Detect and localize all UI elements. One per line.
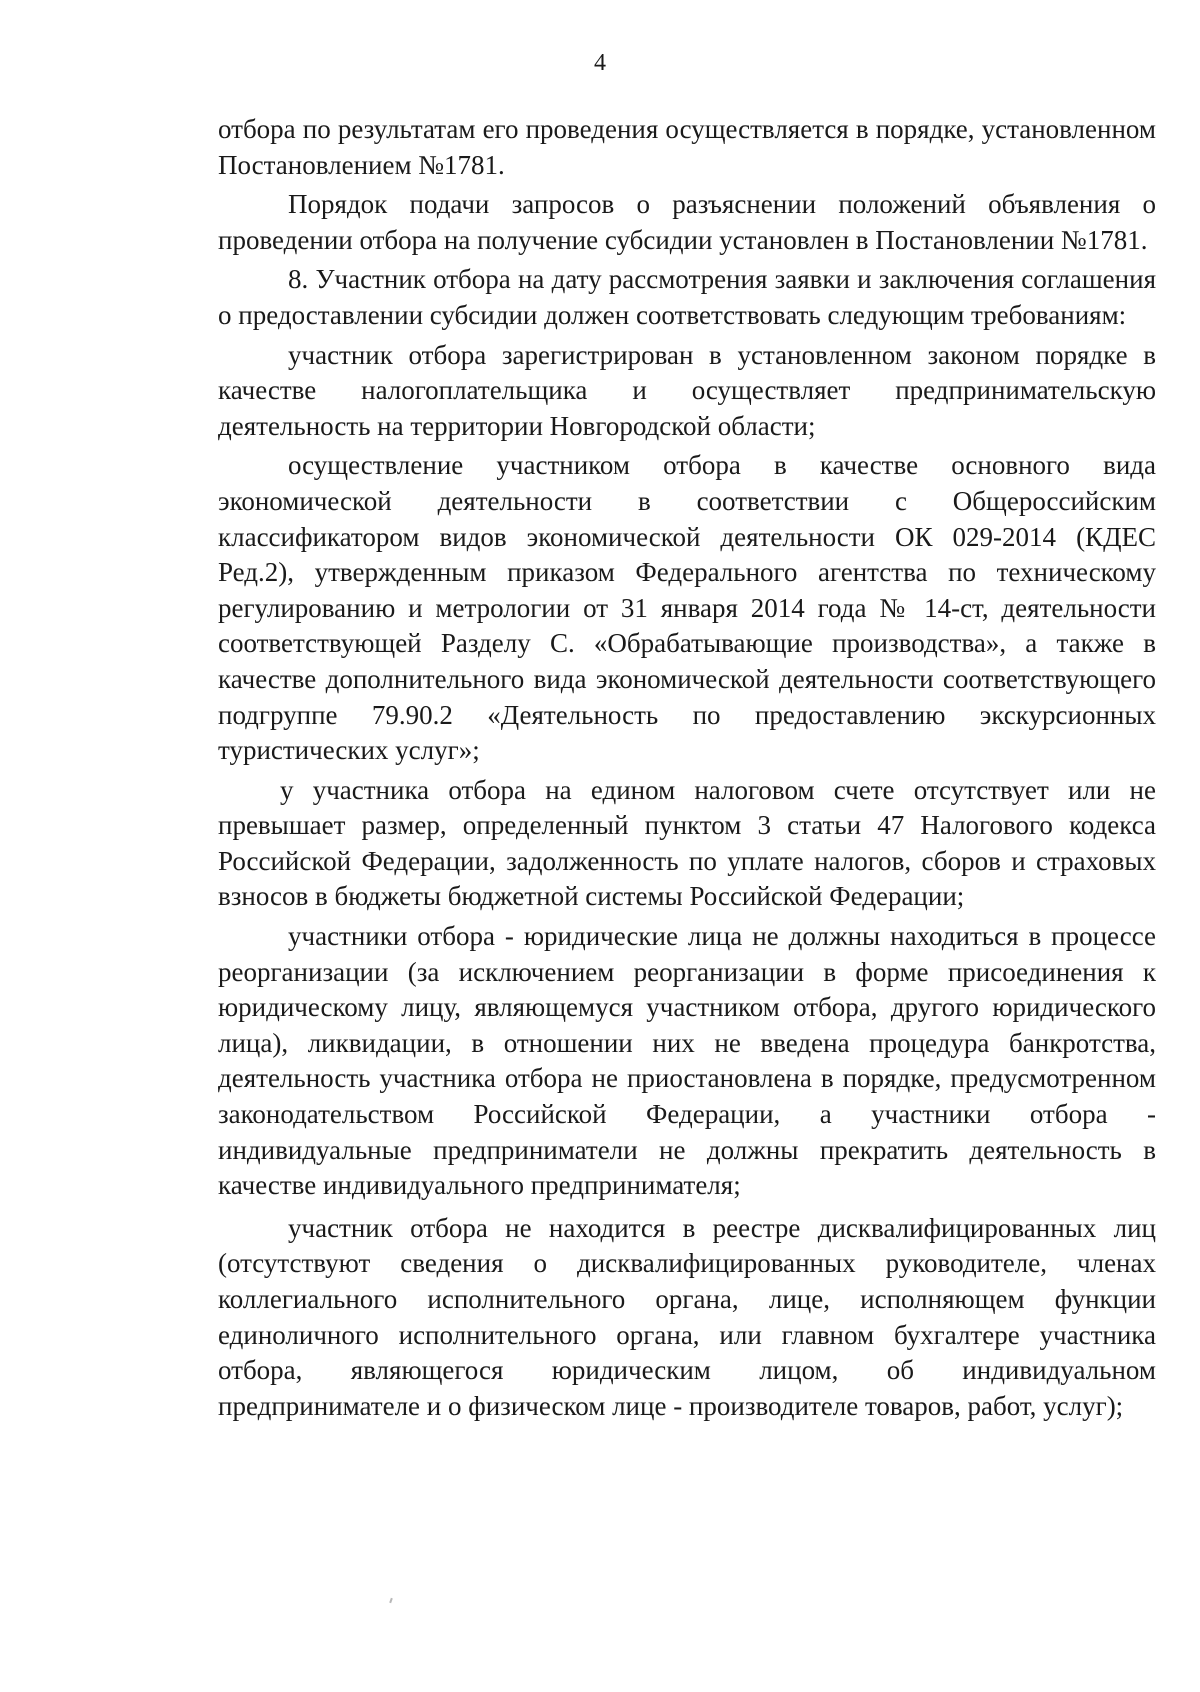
paragraph-item-8: 8. Участник отбора на дату рассмотрения заявки и заключения соглашения о предоставлении субсидии должен соответствовать следующим требованиям: xyxy=(218,264,1156,330)
page-number: 4 xyxy=(594,50,606,76)
paragraph-requirement-tax-debt: у участника отбора на едином налоговом счете отсутствует или не превышает размер, определенный пунктом 3 статьи 47 Налогового кодекса Российской Федерации, задолженность по уплате налогов, сборов и страховых взносов в бюджеты бюджетной системы Российской Федерации; xyxy=(218,774,1156,912)
paragraph-requirement-reorganization: участники отбора - юридические лица не должны находиться в процессе реорганизации (за исключением реорганизации в форме присоединения к юридическому лицу, являющемуся участником отбора, другого юридического лица), ликвидации, в отношении них не введена процедура банкротства, деятельность участника отбора не приостановлена в порядке, предусмотренном законодательством Российской Федерации, а участники отбора - индивидуальные предприниматели не должны прекратить деятельность в качестве индивидуального предпринимателя; xyxy=(218,921,1156,1201)
paragraph-request-procedure: Порядок подачи запросов о разъяснении положений объявления о проведении отбора на получение субсидии установлен в Постановлении №1781. xyxy=(218,189,1156,255)
scan-speck xyxy=(389,1598,393,1603)
paragraph-requirement-disqualified: участник отбора не находится в реестре дисквалифицированных лиц (отсутствуют сведения о дисквалифицированных руководителе, членах коллегиального исполнительного органа, лице, исполняющем функции единоличного исполнительного органа, или главном бухгалтере участника отбора, являющегося юридическим лицом, об индивидуальном предпринимателе и о физическом лице - производителе товаров, работ, услуг); xyxy=(218,1212,1156,1421)
document-body xyxy=(218,112,1156,1424)
paragraph-continuation: отбора по результатам его проведения осуществляется в порядке, установленном Постановлением №1781. xyxy=(218,114,1156,180)
paragraph-requirement-registration: участник отбора зарегистрирован в установленном законом порядке в качестве налогоплательщика и осуществляет предпринимательскую деятельность на территории Новгородской области; xyxy=(218,339,1156,441)
paragraph-requirement-activity: осуществление участником отбора в качестве основного вида экономической деятельности в соответствии с Общероссийским классификатором видов экономической деятельности ОК 029-2014 (КДЕС Ред.2), утвержденным приказом Федерального агентства по техническому регулированию и метрологии от 31 января 2014 года № 14-ст, деятельности соответствующей Разделу С. «Обрабатывающие производства», а также в качестве дополнительного вида экономической деятельности соответствующего подгруппе 79.90.2 «Деятельность по предоставлению экскурсионных туристических услуг»; xyxy=(218,450,1156,766)
